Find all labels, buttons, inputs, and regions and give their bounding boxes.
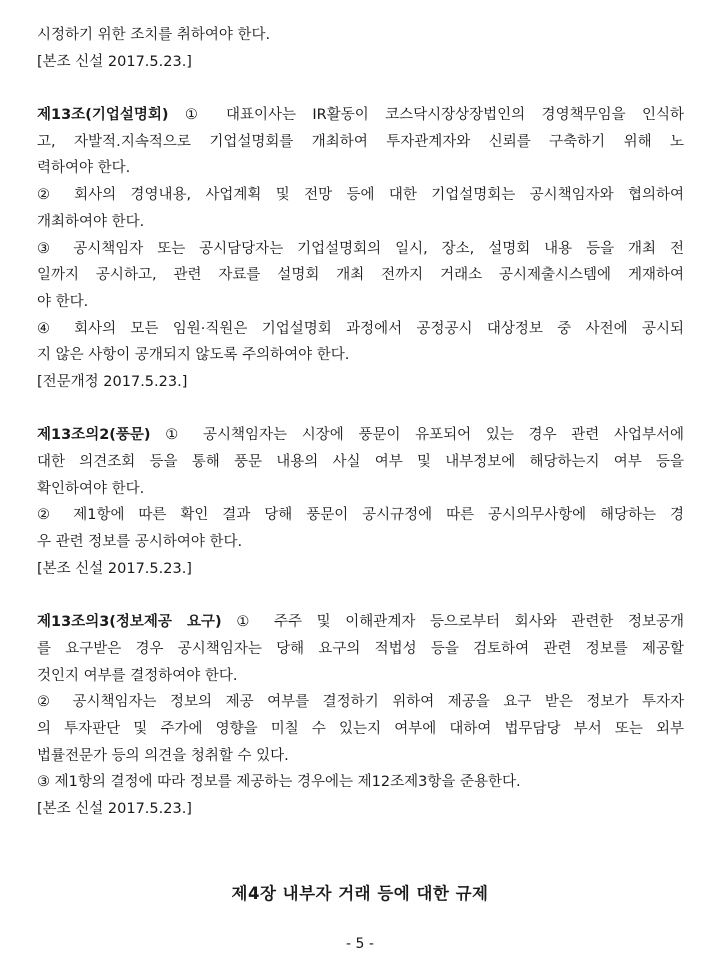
article-13-3-line: 것인지 여부를 결정하여야 한다. — [37, 667, 238, 684]
article-13-2-line: 제13조의2(풍문) ① 공시책임자는 시장에 풍문이 유포되어 있는 경우 관련 사업부서에 — [37, 427, 684, 444]
article-13-3-line: ② 공시책임자는 정보의 제공 여부를 결정하기 위하여 제공을 요구 받은 정보가 투자자 — [37, 694, 684, 711]
article-13-line: 지 않은 사항이 공개되지 않도록 주의하여야 한다. — [37, 347, 350, 364]
amendment-note: [본조 신설 2017.5.23.] — [37, 53, 192, 70]
article-13-3-line: ③ 제1항의 결정에 따라 정보를 제공하는 경우에는 제12조제3항을 준용한다. — [37, 774, 521, 791]
article-13-heading: 제13조(기업설명회) — [37, 107, 169, 124]
amendment-note: [본조 신설 2017.5.23.] — [37, 800, 192, 817]
article-13-3-line: 를 요구받은 경우 공시책임자는 당해 요구의 적법성 등을 검토하여 관련 정보를 제공할 — [37, 640, 684, 657]
chapter-title: 제4장 내부자 거래 등에 대한 규제 — [231, 884, 489, 903]
article-13-line: 고, 자발적․지속적으로 기업설명회를 개최하여 투자관계자와 신뢰를 구축하기 위해 노 — [37, 133, 684, 150]
article-13-2-heading: 제13조의2(풍문) — [37, 427, 151, 444]
article-13-line: 력하여야 한다. — [37, 160, 131, 177]
text-line: 시정하기 위한 조치를 취하여야 한다. — [37, 27, 271, 43]
article-13-line: 개최하여야 한다. — [37, 213, 145, 230]
article-13-2-line: 우 관련 정보를 공시하여야 한다. — [37, 534, 243, 551]
article-13-2-line: 대한 의견조회 등을 통해 풍문 내용의 사실 여부 및 내부정보에 해당하는지 여부 등을 — [37, 454, 684, 470]
article-13-2-line: ② 제1항에 따른 확인 결과 당해 풍문이 공시규정에 따른 공시의무사항에 해당하는 경 — [37, 507, 684, 524]
article-13-3-line: 제13조의3(정보제공 요구) ① 주주 및 이해관계자 등으로부터 회사와 관련한 정보공개 — [37, 614, 684, 631]
article-13-line: 제13조(기업설명회) ① 대표이사는 IR활동이 코스닥시장상장법인의 경영책무임을 인식하 — [37, 107, 684, 124]
amendment-note: [전문개정 2017.5.23.] — [37, 373, 188, 390]
article-13-3-line: 의 투자판단 및 주가에 영향을 미칠 수 있는지 여부에 대하여 법무담당 부서 또는 외부 — [37, 720, 684, 737]
article-13-line: 일까지 공시하고, 관련 자료를 설명회 개최 전까지 거래소 공시제출시스템에 게재하여 — [37, 267, 684, 284]
amendment-note: [본조 신설 2017.5.23.] — [37, 560, 192, 577]
article-13-line: ④ 회사의 모든 임원·직원은 기업설명회 과정에서 공정공시 대상정보 중 사전에 공시되 — [37, 320, 684, 337]
article-13-2-line: 확인하여야 한다. — [37, 480, 145, 497]
article-13-line: 야 한다. — [37, 293, 89, 310]
article-13-line: ③ 공시책임자 또는 공시담당자는 기업설명회의 일시, 장소, 설명회 내용 등을 개최 전 — [37, 240, 684, 257]
article-13-line: ② 회사의 경영내용, 사업계획 및 전망 등에 대한 기업설명회는 공시책임자와 협의하여 — [37, 187, 684, 204]
page-number: - 5 - — [346, 936, 374, 952]
article-13-3-heading: 제13조의3(정보제공 요구) — [37, 614, 222, 631]
article-13-3-line: 법률전문가 등의 의견을 청취할 수 있다. — [37, 747, 289, 764]
document-body — [37, 22, 684, 823]
